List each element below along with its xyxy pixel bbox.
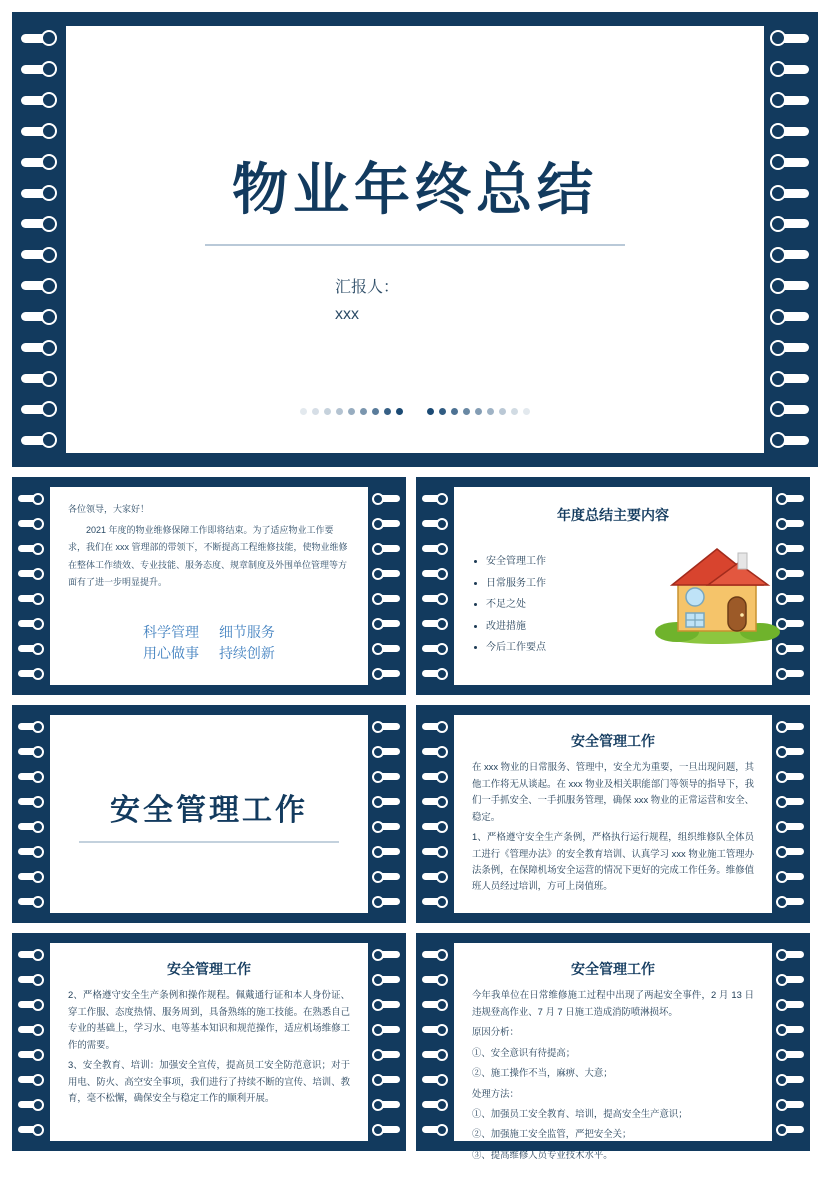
binding-ring-icon <box>778 495 804 502</box>
binding-ring-icon <box>422 595 448 602</box>
binding-ring-icon <box>374 748 400 755</box>
list-item: • 改进措施 <box>486 616 636 638</box>
list-item: • 日常服务工作 <box>486 573 636 595</box>
binding-ring-icon <box>422 670 448 677</box>
binding-ring-icon <box>374 773 400 780</box>
spiral-binding-right <box>772 705 810 923</box>
binding-ring-icon <box>422 873 448 880</box>
spiral-binding-left <box>12 12 66 467</box>
binding-ring-icon <box>422 520 448 527</box>
slide-title: 安全管理工作 <box>571 961 655 977</box>
binding-ring-icon <box>422 976 448 983</box>
paragraph: 今年我单位在日常维修施工过程中出现了两起安全事件，2 月 13 日违规登高作业、7 月 7 日施工造成消防喷淋损坏。 <box>472 989 754 1017</box>
agenda-list <box>472 551 636 659</box>
binding-ring-icon <box>21 158 57 167</box>
binding-ring-icon <box>374 723 400 730</box>
binding-ring-icon <box>422 545 448 552</box>
binding-ring-icon <box>18 976 44 983</box>
agenda-title: 年度总结主要内容 <box>557 507 669 523</box>
binding-ring-icon <box>18 748 44 755</box>
spiral-binding-left <box>12 933 50 1151</box>
binding-ring-icon <box>18 670 44 677</box>
safety-1-body <box>472 759 754 895</box>
decor-dot <box>312 408 319 415</box>
tagline-item: 持续创新 <box>218 645 275 662</box>
binding-ring-icon <box>21 65 57 74</box>
binding-ring-icon <box>422 748 448 755</box>
binding-ring-icon <box>21 374 57 383</box>
spiral-binding-right <box>772 933 810 1151</box>
binding-ring-icon <box>374 1126 400 1133</box>
binding-ring-icon <box>18 620 44 627</box>
decor-dot <box>336 408 343 415</box>
decor-dot <box>439 408 446 415</box>
binding-ring-icon <box>778 670 804 677</box>
binding-ring-icon <box>778 1126 804 1133</box>
greeting-body <box>68 501 350 595</box>
safety-2-content <box>50 943 368 1141</box>
binding-ring-icon <box>422 848 448 855</box>
tagline-item: 细节服务 <box>218 623 275 640</box>
binding-ring-icon <box>778 723 804 730</box>
slide-agenda <box>416 477 810 695</box>
cover-dot-decoration <box>66 408 764 415</box>
slide-cover <box>12 12 818 467</box>
paragraph: ①、加强员工安全教育、培训，提高安全生产意识； <box>472 1108 688 1120</box>
binding-ring-icon <box>778 848 804 855</box>
safety-3-content <box>454 943 772 1160</box>
cover-title: 物业年终总结 <box>232 158 598 221</box>
cover-reporter <box>335 274 495 328</box>
slide-title: 安全管理工作 <box>571 733 655 749</box>
binding-ring-icon <box>18 645 44 652</box>
binding-ring-icon <box>18 545 44 552</box>
binding-ring-icon <box>18 951 44 958</box>
section-content <box>50 715 368 913</box>
binding-ring-icon <box>21 96 57 105</box>
binding-ring-icon <box>18 1076 44 1083</box>
binding-ring-icon <box>773 127 809 136</box>
binding-ring-icon <box>422 1101 448 1108</box>
slide-title: 安全管理工作 <box>167 961 251 977</box>
paragraph: 1、严格遵守安全生产条例，严格执行运行规程，组织维修队全体员工进行《管理办法》的安全教育培训、认真学习 xxx 物业施工管理办法条例，在保障机场安全运营的情况下更好的完成工作任务。维修值班人员经过培训，方可上岗值班。 <box>472 831 754 892</box>
binding-ring-icon <box>778 976 804 983</box>
binding-ring-icon <box>778 1026 804 1033</box>
binding-ring-icon <box>21 281 57 290</box>
binding-ring-icon <box>773 158 809 167</box>
spiral-binding-right <box>368 477 406 695</box>
slide-row-3 <box>12 933 818 1160</box>
binding-ring-icon <box>778 798 804 805</box>
binding-ring-icon <box>422 1076 448 1083</box>
spiral-binding-right <box>368 933 406 1151</box>
spiral-binding-left <box>12 477 50 695</box>
decor-dot <box>499 408 506 415</box>
binding-ring-icon <box>773 65 809 74</box>
binding-ring-icon <box>778 1076 804 1083</box>
binding-ring-icon <box>422 1001 448 1008</box>
slide-greeting <box>12 477 406 695</box>
decor-dot <box>360 408 367 415</box>
binding-ring-icon <box>21 250 57 259</box>
binding-ring-icon <box>374 823 400 830</box>
binding-ring-icon <box>21 219 57 228</box>
binding-ring-icon <box>422 798 448 805</box>
binding-ring-icon <box>778 873 804 880</box>
binding-ring-icon <box>773 219 809 228</box>
binding-ring-icon <box>374 1051 400 1058</box>
binding-ring-icon <box>18 723 44 730</box>
tagline-item: 科学管理 <box>143 623 200 640</box>
binding-ring-icon <box>21 189 57 198</box>
binding-ring-icon <box>21 312 57 321</box>
binding-ring-icon <box>374 520 400 527</box>
safety-2-body <box>68 987 350 1106</box>
binding-ring-icon <box>422 570 448 577</box>
slide-row-2 <box>12 705 818 923</box>
paragraph: 3、安全教育、培训：加强安全宣传，提高员工安全防范意识；对于用电、防火、高空安全事项，我们进行了持续不断的宣传、培训、教育，毫不松懈，确保安全与稳定工作的顺利开展。 <box>68 1059 350 1104</box>
binding-ring-icon <box>374 951 400 958</box>
decor-dot <box>427 408 434 415</box>
slide-safety-3 <box>416 933 810 1160</box>
binding-ring-icon <box>778 898 804 905</box>
spiral-binding-right <box>368 705 406 923</box>
spiral-binding-left <box>416 705 454 923</box>
safety-1-content <box>454 715 772 913</box>
binding-ring-icon <box>374 798 400 805</box>
decor-dot <box>475 408 482 415</box>
binding-ring-icon <box>778 520 804 527</box>
binding-ring-icon <box>374 1001 400 1008</box>
binding-ring-icon <box>374 873 400 880</box>
list-item: • 安全管理工作 <box>486 551 636 573</box>
binding-ring-icon <box>778 951 804 958</box>
paragraph: 原因分析： <box>472 1026 519 1038</box>
binding-ring-icon <box>374 1101 400 1108</box>
spiral-binding-right <box>764 12 818 467</box>
list-item: • 今后工作要点 <box>486 637 636 659</box>
binding-ring-icon <box>21 405 57 414</box>
paragraph: ③、提高维修人员专业技术水平。 <box>472 1148 613 1160</box>
binding-ring-icon <box>773 374 809 383</box>
binding-ring-icon <box>18 823 44 830</box>
decor-dot <box>348 408 355 415</box>
paragraph: 2、严格遵守安全生产条例和操作规程。佩戴通行证和本人身份证、穿工作服、态度热情、服务周到，具备熟练的施工技能。在熟悉自己专业的基础上，学习水、电等基本知识和规范操作，适应机场维修工作的需要。 <box>68 989 350 1050</box>
binding-ring-icon <box>778 1051 804 1058</box>
binding-ring-icon <box>778 748 804 755</box>
reporter-name: xxx <box>335 306 359 324</box>
decor-dot <box>324 408 331 415</box>
binding-ring-icon <box>18 495 44 502</box>
decor-dot <box>384 408 391 415</box>
binding-ring-icon <box>18 1051 44 1058</box>
binding-ring-icon <box>778 645 804 652</box>
section-title: 安全管理工作 <box>110 794 308 827</box>
paragraph: ①、安全意识有待提高； <box>472 1046 576 1058</box>
binding-ring-icon <box>374 545 400 552</box>
spiral-binding-left <box>416 477 454 695</box>
binding-ring-icon <box>374 570 400 577</box>
decor-dot <box>451 408 458 415</box>
binding-ring-icon <box>422 773 448 780</box>
decor-dot <box>396 408 403 415</box>
house-illustration <box>642 535 792 645</box>
binding-ring-icon <box>422 620 448 627</box>
binding-ring-icon <box>778 773 804 780</box>
binding-ring-icon <box>422 898 448 905</box>
section-divider-rule <box>79 841 339 843</box>
binding-ring-icon <box>21 343 57 352</box>
binding-ring-icon <box>773 189 809 198</box>
binding-ring-icon <box>778 1001 804 1008</box>
binding-ring-icon <box>773 281 809 290</box>
binding-ring-icon <box>21 436 57 445</box>
safety-3-body <box>472 987 754 1163</box>
cover-content <box>66 26 764 453</box>
binding-ring-icon <box>773 436 809 445</box>
binding-ring-icon <box>374 898 400 905</box>
binding-ring-icon <box>778 1101 804 1108</box>
binding-ring-icon <box>773 250 809 259</box>
binding-ring-icon <box>422 723 448 730</box>
binding-ring-icon <box>773 405 809 414</box>
binding-ring-icon <box>18 1126 44 1133</box>
binding-ring-icon <box>374 1026 400 1033</box>
decor-dot <box>511 408 518 415</box>
decor-dot <box>300 408 307 415</box>
binding-ring-icon <box>374 645 400 652</box>
greeting-paragraph: 2021 年度的物业维修保障工作即将结束。为了适应物业工作要求，我们在 xxx 管理部的带领下，不断提高工程维修技能，使物业维修在整体工作绩效、专业技能、服务态度、规章制度及外围单位管理等方面有了进一步明显提升。 <box>68 524 348 588</box>
binding-ring-icon <box>422 645 448 652</box>
decor-dot <box>523 408 530 415</box>
greeting-content <box>50 487 368 685</box>
paragraph: 处理方法： <box>472 1087 519 1099</box>
decor-dot-gap <box>408 408 422 415</box>
binding-ring-icon <box>374 495 400 502</box>
binding-ring-icon <box>773 343 809 352</box>
binding-ring-icon <box>374 620 400 627</box>
binding-ring-icon <box>422 1051 448 1058</box>
reporter-label: 汇报人： <box>335 279 400 296</box>
binding-ring-icon <box>374 595 400 602</box>
binding-ring-icon <box>374 976 400 983</box>
binding-ring-icon <box>18 570 44 577</box>
binding-ring-icon <box>18 520 44 527</box>
tagline-item: 用心做事 <box>143 645 200 662</box>
slide-safety-2 <box>12 933 406 1151</box>
decor-dot <box>372 408 379 415</box>
binding-ring-icon <box>773 96 809 105</box>
binding-ring-icon <box>18 798 44 805</box>
binding-ring-icon <box>18 873 44 880</box>
binding-ring-icon <box>773 34 809 43</box>
binding-ring-icon <box>18 773 44 780</box>
paragraph: ②、加强施工安全监管，严把安全关； <box>472 1128 632 1140</box>
slide-safety-1 <box>416 705 810 923</box>
binding-ring-icon <box>21 127 57 136</box>
binding-ring-icon <box>773 312 809 321</box>
binding-ring-icon <box>374 848 400 855</box>
binding-ring-icon <box>21 34 57 43</box>
cover-divider <box>205 244 625 246</box>
decor-dot <box>463 408 470 415</box>
slide-row-1 <box>12 477 818 695</box>
binding-ring-icon <box>422 1126 448 1133</box>
binding-ring-icon <box>18 848 44 855</box>
paragraph: ②、施工操作不当，麻痹、大意； <box>472 1067 613 1079</box>
spiral-binding-left <box>12 705 50 923</box>
binding-ring-icon <box>18 898 44 905</box>
greeting-salutation: 各位领导，大家好！ <box>68 504 150 514</box>
decor-dot <box>487 408 494 415</box>
binding-ring-icon <box>422 951 448 958</box>
binding-ring-icon <box>18 1026 44 1033</box>
binding-ring-icon <box>18 1001 44 1008</box>
binding-ring-icon <box>422 495 448 502</box>
binding-ring-icon <box>18 1101 44 1108</box>
agenda-content <box>454 487 772 685</box>
binding-ring-icon <box>374 1076 400 1083</box>
list-item: • 不足之处 <box>486 594 636 616</box>
paragraph: 在 xxx 物业的日常服务、管理中，安全尤为重要，一旦出现问题，其他工作将无从谈起。在 xxx 物业及相关职能部门等领导的指导下，我们一手抓安全、一手抓服务管理，确保 xxx 物业的正常运营和安全、稳定。 <box>472 761 754 822</box>
binding-ring-icon <box>374 670 400 677</box>
binding-ring-icon <box>422 1026 448 1033</box>
binding-ring-icon <box>422 823 448 830</box>
binding-ring-icon <box>18 595 44 602</box>
slide-section-divider <box>12 705 406 923</box>
binding-ring-icon <box>778 823 804 830</box>
greeting-tagline <box>68 622 350 671</box>
house-icon <box>642 535 792 645</box>
spiral-binding-left <box>416 933 454 1151</box>
